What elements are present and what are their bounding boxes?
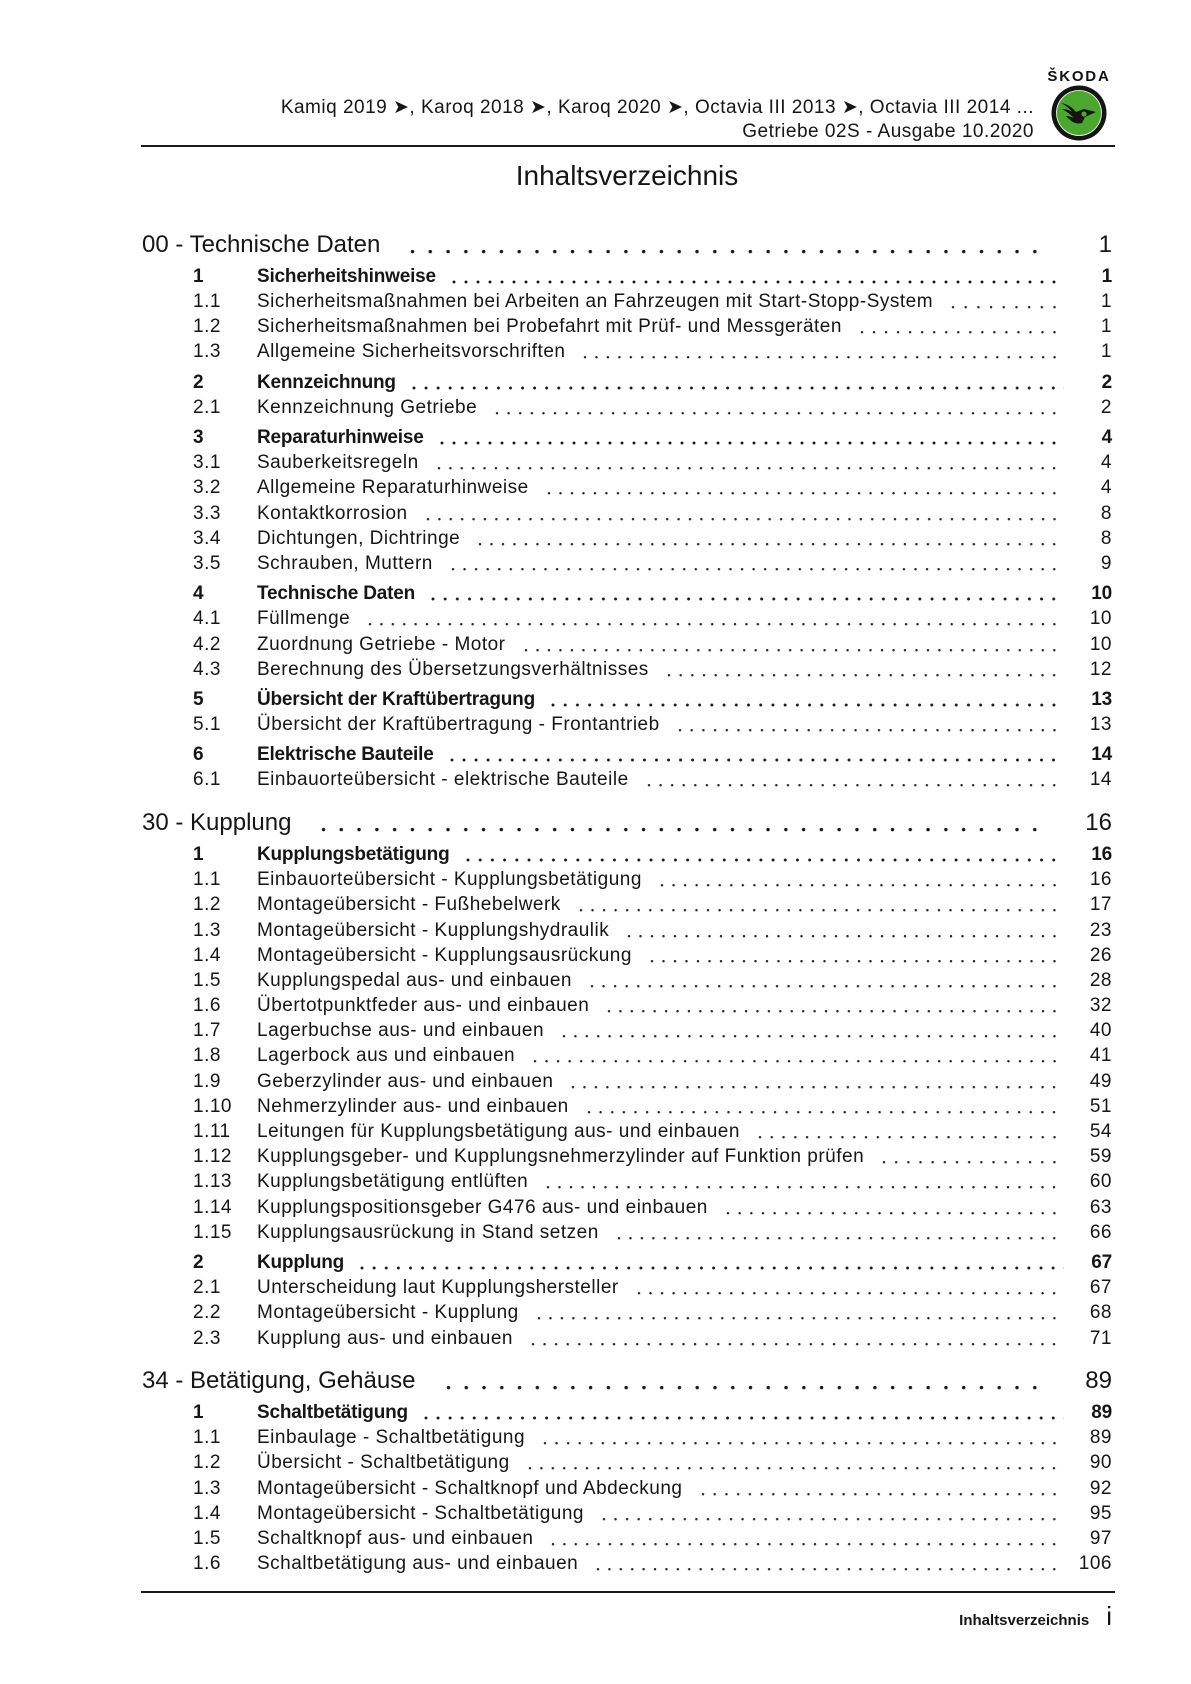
toc-entry-page: 1 xyxy=(1100,316,1112,338)
toc-entry-page: 92 xyxy=(1089,1477,1112,1499)
toc-entry-number: 1.3 xyxy=(193,1477,221,1499)
toc-entry-title: Kupplungsgeber- und Kupplungsnehmerzylinder auf Funktion prüfen xyxy=(257,1146,865,1168)
toc-entry-title: 30 - Kupplung xyxy=(142,809,292,837)
toc-item-entry[interactable] xyxy=(142,475,1112,500)
toc-entry-number: 1.1 xyxy=(193,869,221,891)
toc-entry-title: Montageübersicht - Kupplungsausrückung xyxy=(257,944,632,966)
toc-entry-number: 1.6 xyxy=(193,1553,221,1575)
toc-item-entry[interactable] xyxy=(142,767,1112,792)
toc-entry-page: 106 xyxy=(1078,1553,1112,1575)
toc-entry-page: 54 xyxy=(1089,1121,1112,1142)
toc-entry-title: Kupplungspedal aus- und einbauen xyxy=(257,969,572,991)
dot-leader xyxy=(431,581,1064,606)
dot-leader xyxy=(524,632,1064,657)
toc-entry-page: 14 xyxy=(1089,769,1112,791)
toc-chapter-entry[interactable] xyxy=(142,425,1112,450)
dot-leader xyxy=(368,606,1064,631)
toc-entry-number: 1.1 xyxy=(193,291,221,313)
toc-entry-page: 2 xyxy=(1101,371,1112,393)
toc-item-entry[interactable] xyxy=(142,993,1112,1018)
toc-entry-page: 1 xyxy=(1101,265,1112,287)
toc-item-entry[interactable] xyxy=(142,1425,1112,1450)
toc-chapter-entry[interactable] xyxy=(142,1400,1112,1425)
dot-leader xyxy=(758,1119,1064,1144)
dot-leader xyxy=(450,742,1064,767)
dot-leader xyxy=(495,395,1064,420)
toc-entry-title: 34 - Betätigung, Gehäuse xyxy=(142,1367,416,1395)
toc-item-entry[interactable] xyxy=(142,450,1112,475)
toc-item-entry[interactable] xyxy=(142,1326,1112,1351)
toc-entry-page: 17 xyxy=(1089,894,1112,916)
toc-entry-page: 13 xyxy=(1091,688,1112,710)
dot-leader xyxy=(547,475,1064,500)
toc-entry-page: 4 xyxy=(1100,477,1112,499)
toc-entry-page: 16 xyxy=(1085,809,1112,837)
toc-entry-title: Reparaturhinweise xyxy=(257,427,424,449)
toc-entry-title: Zuordnung Getriebe - Motor xyxy=(257,633,506,655)
toc-chapter-entry[interactable] xyxy=(142,581,1112,606)
toc-chapter-entry[interactable] xyxy=(142,1250,1112,1275)
toc-entry-number: 1.1 xyxy=(193,1427,221,1449)
toc-entry-number: 3.2 xyxy=(193,477,221,499)
toc-entry-page: 4 xyxy=(1100,452,1112,474)
dot-leader xyxy=(412,370,1064,395)
toc-entry-page: 1 xyxy=(1100,341,1112,363)
toc-item-entry[interactable] xyxy=(142,395,1112,420)
toc-entry-page: 32 xyxy=(1089,995,1112,1017)
toc-entry-number: 1.14 xyxy=(193,1196,232,1218)
toc-entry-title: Kupplungsbetätigung entlüften xyxy=(257,1171,529,1193)
dot-leader xyxy=(607,993,1064,1018)
toc-entry-number: 4.3 xyxy=(193,658,221,680)
toc-entry-title: Kontaktkorrosion xyxy=(257,502,408,524)
toc-entry-page: 4 xyxy=(1101,427,1112,449)
toc-entry-number: 1.11 xyxy=(193,1121,231,1142)
toc-item-entry[interactable] xyxy=(142,1119,1112,1144)
toc-entry-title: Kupplungsausrückung in Stand setzen xyxy=(257,1221,599,1243)
toc-section-entry[interactable] xyxy=(142,231,1112,259)
toc-entry-title: Schaltbetätigung aus- und einbauen xyxy=(257,1553,579,1575)
toc-entry-number: 1.2 xyxy=(193,316,221,338)
toc-item-entry[interactable] xyxy=(142,339,1112,364)
toc-section-entry[interactable] xyxy=(142,1367,1112,1395)
toc-entry-number: 1.4 xyxy=(193,1502,221,1524)
toc-entry-number: 1 xyxy=(193,843,204,865)
toc-entry-title: Allgemeine Sicherheitsvorschriften xyxy=(257,341,566,363)
toc-entry-number: 1.8 xyxy=(193,1045,221,1067)
toc-entry-page: 60 xyxy=(1089,1171,1112,1193)
toc-entry-number: 1.15 xyxy=(193,1221,232,1243)
toc-entry-page: 26 xyxy=(1089,944,1112,966)
toc-entry-number: 4 xyxy=(193,583,204,605)
toc-entry-title: Allgemeine Reparaturhinweise xyxy=(257,477,529,499)
dot-leader xyxy=(579,892,1064,917)
toc-entry-title: Kupplungspositionsgeber G476 aus- und einbauen xyxy=(257,1196,708,1218)
dot-leader xyxy=(617,1220,1064,1245)
toc-entry-title: Sicherheitsmaßnahmen bei Probefahrt mit Prüf- und Messgeräten xyxy=(257,316,842,338)
toc-item-entry[interactable] xyxy=(142,1169,1112,1194)
toc-entry-number: 3 xyxy=(193,427,204,449)
toc-entry-number: 3.5 xyxy=(193,552,221,574)
header-rule xyxy=(141,145,1115,147)
toc-entry-number: 2 xyxy=(193,1251,204,1273)
footer-label: Inhaltsverzeichnis xyxy=(959,1612,1090,1629)
toc-entry-page: 10 xyxy=(1089,633,1112,655)
toc-entry-title: Kupplungsbetätigung xyxy=(257,843,450,865)
toc-entry-page: 95 xyxy=(1089,1502,1112,1524)
toc-item-entry[interactable] xyxy=(142,551,1112,576)
toc-entry-number: 1.3 xyxy=(193,341,221,363)
toc-entry-title: 00 - Technische Daten xyxy=(142,231,381,259)
toc-section-entry[interactable] xyxy=(142,809,1112,837)
toc-entry-page: 67 xyxy=(1089,1277,1112,1299)
toc-entry-title: Montageübersicht - Kupplung xyxy=(257,1302,519,1324)
toc-entry-title: Nehmerzylinder aus- und einbauen xyxy=(257,1095,569,1117)
toc-entry-page: 8 xyxy=(1100,527,1112,549)
dot-leader xyxy=(602,1501,1064,1526)
dot-leader xyxy=(531,1326,1064,1351)
toc-entry-title: Geberzylinder aus- und einbauen xyxy=(257,1070,554,1092)
toc-entry-title: Montageübersicht - Schaltknopf und Abdeckung xyxy=(257,1477,683,1499)
dot-leader xyxy=(882,1144,1064,1169)
toc-entry-title: Montageübersicht - Fußhebelwerk xyxy=(257,894,561,916)
toc-item-entry[interactable] xyxy=(142,1043,1112,1068)
toc-item-entry[interactable] xyxy=(142,606,1112,631)
toc-entry-number: 4.2 xyxy=(193,633,221,655)
toc-entry-page: 90 xyxy=(1089,1452,1112,1474)
toc-entry-title: Schaltknopf aus- und einbauen xyxy=(257,1527,534,1549)
toc-entry-page: 16 xyxy=(1089,869,1112,891)
toc-item-entry[interactable] xyxy=(142,892,1112,917)
table-of-contents xyxy=(142,231,1112,1576)
toc-item-entry[interactable] xyxy=(142,1069,1112,1094)
toc-entry-page: 10 xyxy=(1091,583,1112,605)
toc-item-entry[interactable] xyxy=(142,1300,1112,1325)
toc-entry-page: 49 xyxy=(1089,1070,1112,1092)
toc-entry-page: 89 xyxy=(1089,1427,1112,1449)
toc-entry-title: Einbauorteübersicht - Kupplungsbetätigung xyxy=(257,869,642,891)
logo-eye-icon xyxy=(1081,111,1086,116)
toc-entry-number: 1.12 xyxy=(193,1146,232,1168)
toc-entry-title: Montageübersicht - Kupplungshydraulik xyxy=(257,919,610,941)
toc-entry-number: 4.1 xyxy=(193,608,221,630)
dot-leader xyxy=(543,1425,1064,1450)
dot-leader xyxy=(551,1526,1064,1551)
toc-entry-page: 59 xyxy=(1089,1146,1112,1168)
toc-item-entry[interactable] xyxy=(142,1144,1112,1169)
toc-entry-page: 13 xyxy=(1089,714,1112,736)
dot-leader xyxy=(321,809,1050,837)
toc-entry-number: 6 xyxy=(193,744,204,766)
footer-rule xyxy=(141,1591,1115,1593)
dot-leader xyxy=(537,1300,1064,1325)
toc-entry-page: 89 xyxy=(1091,1401,1112,1423)
dot-leader xyxy=(647,767,1064,792)
toc-entry-number: 1.10 xyxy=(193,1095,232,1117)
dot-leader xyxy=(478,526,1064,551)
toc-entry-number: 1 xyxy=(193,1401,204,1423)
toc-chapter-entry[interactable] xyxy=(142,264,1112,289)
header-model-list: Kamiq 2019 ➤, Karoq 2018 ➤, Karoq 2020 ➤, Octavia III 2013 ➤, Octavia III 2014 ... xyxy=(280,97,1034,118)
header-edition: Getriebe 02S - Ausgabe 10.2020 xyxy=(742,121,1034,142)
toc-entry-title: Unterscheidung laut Kupplungshersteller xyxy=(257,1277,619,1299)
toc-entry-title: Übertotpunktfeder aus- und einbauen xyxy=(257,995,590,1017)
toc-item-entry[interactable] xyxy=(142,943,1112,968)
toc-item-entry[interactable] xyxy=(142,289,1112,314)
dot-leader xyxy=(451,551,1064,576)
toc-item-entry[interactable] xyxy=(142,1220,1112,1245)
toc-entry-number: 6.1 xyxy=(193,769,221,791)
toc-entry-title: Füllmenge xyxy=(257,608,351,630)
toc-entry-title: Einbauorteübersicht - elektrische Bauteile xyxy=(257,769,629,791)
toc-entry-page: 68 xyxy=(1089,1302,1112,1324)
toc-entry-page: 2 xyxy=(1100,396,1112,418)
toc-chapter-entry[interactable] xyxy=(142,370,1112,395)
toc-entry-number: 2.3 xyxy=(193,1327,221,1349)
toc-entry-page: 10 xyxy=(1089,608,1112,630)
toc-entry-number: 1.3 xyxy=(193,919,221,941)
toc-item-entry[interactable] xyxy=(142,918,1112,943)
dot-leader xyxy=(587,1094,1064,1119)
dot-leader xyxy=(860,314,1064,339)
dot-leader xyxy=(437,450,1064,475)
dot-leader xyxy=(583,339,1064,364)
toc-item-entry[interactable] xyxy=(142,314,1112,339)
dot-leader xyxy=(590,968,1064,993)
toc-entry-title: Elektrische Bauteile xyxy=(257,744,434,766)
toc-item-entry[interactable] xyxy=(142,867,1112,892)
toc-entry-page: 89 xyxy=(1085,1367,1112,1395)
toc-entry-page: 67 xyxy=(1091,1251,1112,1273)
toc-entry-title: Sicherheitsmaßnahmen bei Arbeiten an Fahrzeugen mit Start-Stopp-System xyxy=(257,291,934,313)
toc-chapter-entry[interactable] xyxy=(142,742,1112,767)
toc-entry-page: 63 xyxy=(1089,1196,1112,1218)
footer-page-number: i xyxy=(1106,1601,1112,1631)
dot-leader xyxy=(424,1400,1064,1425)
dot-leader xyxy=(726,1195,1064,1220)
toc-entry-title: Schrauben, Muttern xyxy=(257,552,433,574)
toc-entry-number: 2.1 xyxy=(193,1277,221,1299)
toc-entry-number: 1 xyxy=(193,265,204,287)
toc-entry-page: 28 xyxy=(1089,969,1112,991)
toc-entry-number: 3.4 xyxy=(193,527,221,549)
toc-item-entry[interactable] xyxy=(142,526,1112,551)
toc-item-entry[interactable] xyxy=(142,1476,1112,1501)
toc-entry-number: 1.6 xyxy=(193,995,221,1017)
toc-item-entry[interactable] xyxy=(142,968,1112,993)
dot-leader xyxy=(637,1275,1064,1300)
toc-entry-title: Kennzeichnung xyxy=(257,371,396,393)
dot-leader xyxy=(360,1250,1064,1275)
toc-entry-number: 1.2 xyxy=(193,1452,221,1474)
toc-entry-number: 2.2 xyxy=(193,1302,221,1324)
toc-entry-number: 2.1 xyxy=(193,396,221,418)
toc-entry-page: 40 xyxy=(1089,1020,1112,1042)
toc-item-entry[interactable] xyxy=(142,1526,1112,1551)
toc-entry-page: 71 xyxy=(1089,1327,1112,1349)
toc-entry-page: 9 xyxy=(1100,552,1112,574)
toc-entry-number: 5 xyxy=(193,688,204,710)
dot-leader xyxy=(667,657,1064,682)
dot-leader xyxy=(426,501,1064,526)
toc-entry-number: 2 xyxy=(193,371,204,393)
dot-leader xyxy=(951,289,1064,314)
dot-leader xyxy=(410,231,1050,259)
toc-item-entry[interactable] xyxy=(142,1018,1112,1043)
toc-entry-page: 51 xyxy=(1089,1095,1112,1117)
toc-item-entry[interactable] xyxy=(142,1094,1112,1119)
toc-item-entry[interactable] xyxy=(142,1275,1112,1300)
toc-item-entry[interactable] xyxy=(142,657,1112,682)
toc-entry-title: Sauberkeitsregeln xyxy=(257,452,419,474)
toc-entry-title: Berechnung des Übersetzungsverhältnisses xyxy=(257,658,649,680)
toc-entry-title: Sicherheitshinweise xyxy=(257,265,436,287)
toc-item-entry[interactable] xyxy=(142,712,1112,737)
toc-entry-title: Technische Daten xyxy=(257,583,415,605)
toc-entry-page: 16 xyxy=(1091,843,1112,865)
toc-entry-number: 1.13 xyxy=(193,1171,232,1193)
toc-entry-title: Lagerbuchse aus- und einbauen xyxy=(257,1020,545,1042)
dot-leader xyxy=(546,1169,1064,1194)
dot-leader xyxy=(596,1551,1064,1576)
toc-entry-title: Einbaulage - Schaltbetätigung xyxy=(257,1427,526,1449)
toc-entry-page: 14 xyxy=(1091,744,1112,766)
toc-entry-page: 23 xyxy=(1089,919,1112,941)
toc-chapter-entry[interactable] xyxy=(142,842,1112,867)
toc-entry-page: 1 xyxy=(1100,291,1112,313)
page-title: Inhaltsverzeichnis xyxy=(515,160,739,191)
toc-entry-number: 3.1 xyxy=(193,452,221,474)
toc-entry-title: Lagerbock aus und einbauen xyxy=(257,1045,516,1067)
toc-entry-number: 1.4 xyxy=(193,944,221,966)
toc-entry-title: Übersicht der Kraftübertragung xyxy=(257,688,535,710)
dot-leader xyxy=(650,943,1064,968)
toc-entry-title: Schaltbetätigung xyxy=(257,1401,408,1423)
dot-leader xyxy=(528,1450,1064,1475)
dot-leader xyxy=(466,842,1065,867)
toc-entry-title: Montageübersicht - Schaltbetätigung xyxy=(257,1502,584,1524)
toc-entry-title: Übersicht - Schaltbetätigung xyxy=(257,1452,510,1474)
toc-entry-number: 1.7 xyxy=(193,1020,221,1042)
toc-item-entry[interactable] xyxy=(142,501,1112,526)
toc-entry-title: Dichtungen, Dichtringe xyxy=(257,527,461,549)
toc-entry-page: 1 xyxy=(1098,231,1112,259)
dot-leader xyxy=(562,1018,1064,1043)
toc-entry-number: 1.2 xyxy=(193,894,221,916)
toc-entry-title: Kupplung aus- und einbauen xyxy=(257,1327,513,1349)
skoda-wordmark: ŠKODA xyxy=(1047,68,1111,85)
dot-leader xyxy=(571,1069,1064,1094)
toc-chapter-entry[interactable] xyxy=(142,687,1112,712)
toc-entry-number: 3.3 xyxy=(193,502,221,524)
toc-item-entry[interactable] xyxy=(142,632,1112,657)
dot-leader xyxy=(627,918,1064,943)
dot-leader xyxy=(551,687,1064,712)
toc-item-entry[interactable] xyxy=(142,1501,1112,1526)
skoda-logo-icon xyxy=(1051,85,1107,141)
toc-entry-page: 8 xyxy=(1100,502,1112,524)
page-footer xyxy=(959,1601,1112,1636)
toc-entry-title: Kupplung xyxy=(257,1251,345,1273)
dot-leader xyxy=(660,867,1064,892)
toc-item-entry[interactable] xyxy=(142,1551,1112,1576)
toc-entry-page: 97 xyxy=(1089,1527,1112,1549)
toc-item-entry[interactable] xyxy=(142,1450,1112,1475)
toc-entry-title: Leitungen für Kupplungsbetätigung aus- und einbauen xyxy=(257,1121,740,1142)
toc-entry-number: 1.5 xyxy=(193,969,221,991)
toc-entry-number: 5.1 xyxy=(193,714,221,736)
toc-entry-page: 41 xyxy=(1089,1045,1112,1067)
toc-item-entry[interactable] xyxy=(142,1195,1112,1220)
dot-leader xyxy=(446,1367,1050,1395)
toc-entry-page: 66 xyxy=(1089,1221,1112,1243)
dot-leader xyxy=(440,425,1064,450)
dot-leader xyxy=(701,1476,1065,1501)
dot-leader xyxy=(452,264,1064,289)
dot-leader xyxy=(533,1043,1064,1068)
toc-entry-page: 12 xyxy=(1089,658,1112,680)
dot-leader xyxy=(678,712,1064,737)
toc-entry-number: 1.9 xyxy=(193,1070,221,1092)
toc-entry-number: 1.5 xyxy=(193,1527,221,1549)
toc-entry-title: Übersicht der Kraftübertragung - Frontantrieb xyxy=(257,714,660,736)
toc-entry-title: Kennzeichnung Getriebe xyxy=(257,396,478,418)
